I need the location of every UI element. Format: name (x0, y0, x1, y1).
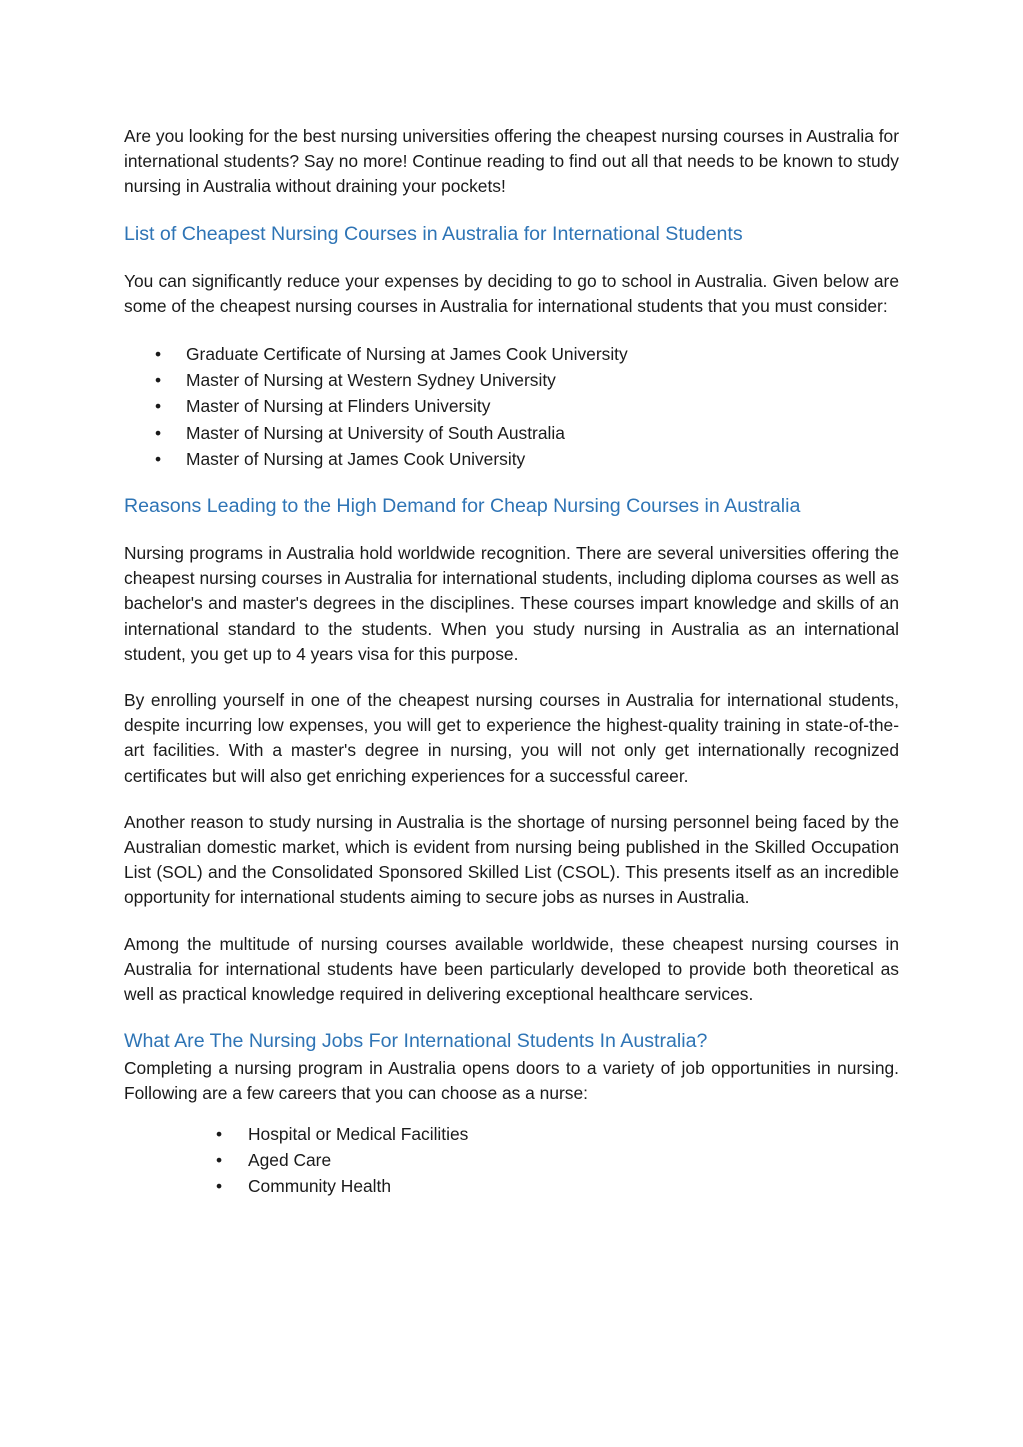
bullet-icon: • (216, 1123, 223, 1144)
section1-heading: List of Cheapest Nursing Courses in Australia for International Students (124, 222, 743, 245)
bullet-icon: • (155, 370, 162, 391)
bullet-icon: • (155, 422, 162, 443)
bullet-icon: • (155, 448, 162, 469)
list-item: • Aged Care (124, 1147, 899, 1173)
course-list (124, 341, 899, 472)
bullet-icon: • (216, 1176, 223, 1197)
section2-paragraph: Among the multitude of nursing courses available worldwide, these cheapest nursing courses in Australia for international students have been particularly developed to provide both theoretical as well as practical knowledge required in delivering exceptional healthcare services. (124, 933, 899, 1005)
section2-paragraph: By enrolling yourself in one of the cheapest nursing courses in Australia for international students, despite incurring low expenses, you will get to experience the highest-quality training in state-of-the-art facilities. With a master's degree in nursing, you will not only get internationally recognized certificates but will also get enriching experiences for a successful career. (124, 690, 899, 786)
list-item: • Master of Nursing at University of South Australia (124, 420, 899, 446)
job-list (124, 1121, 899, 1200)
section2-paragraph: Another reason to study nursing in Australia is the shortage of nursing personnel being faced by the Australian domestic market, which is evident from nursing being published in the Skilled Occupation List (SOL) and the Consolidated Sponsored Skilled List (CSOL). This presents itself as an incredible opportunity for international students aiming to secure jobs as nurses in Australia. (124, 811, 899, 908)
list-item: • Master of Nursing at James Cook University (124, 446, 899, 472)
bullet-icon: • (216, 1149, 223, 1170)
list-item: • Master of Nursing at Flinders University (124, 393, 899, 419)
list-item: • Community Health (124, 1173, 899, 1199)
intro-paragraph: Are you looking for the best nursing universities offering the cheapest nursing courses in Australia for international students? Say no more! Continue reading to find out all that needs to be known to study nursing in Australia without draining your pockets! (124, 126, 899, 197)
list-item: • Master of Nursing at Western Sydney University (124, 367, 899, 393)
document-page (124, 124, 899, 1199)
section2-heading: Reasons Leading to the High Demand for Cheap Nursing Courses in Australia (124, 495, 801, 518)
list-item: • Graduate Certificate of Nursing at James Cook University (124, 341, 899, 367)
bullet-icon: • (155, 396, 162, 417)
section3-heading: What Are The Nursing Jobs For International Students In Australia? (124, 1030, 708, 1053)
section1-paragraph: You can significantly reduce your expenses by deciding to go to school in Australia. Given below are some of the cheapest nursing courses in Australia for international students that you must consider: (124, 270, 899, 316)
section3-paragraph: Completing a nursing program in Australia opens doors to a variety of job opportunities in nursing. Following are a few careers that you can choose as a nurse: (124, 1058, 899, 1104)
bullet-icon: • (155, 344, 162, 365)
section2-paragraph: Nursing programs in Australia hold worldwide recognition. There are several universities offering the cheapest nursing courses in Australia for international students, including diploma courses as well as bachelor's and master's degrees in the disciplines. These courses impart knowledge and skills of an international standard to the students. When you study nursing in Australia as an international student, you get up to 4 years visa for this purpose. (124, 543, 899, 664)
list-item: • Hospital or Medical Facilities (124, 1121, 899, 1147)
